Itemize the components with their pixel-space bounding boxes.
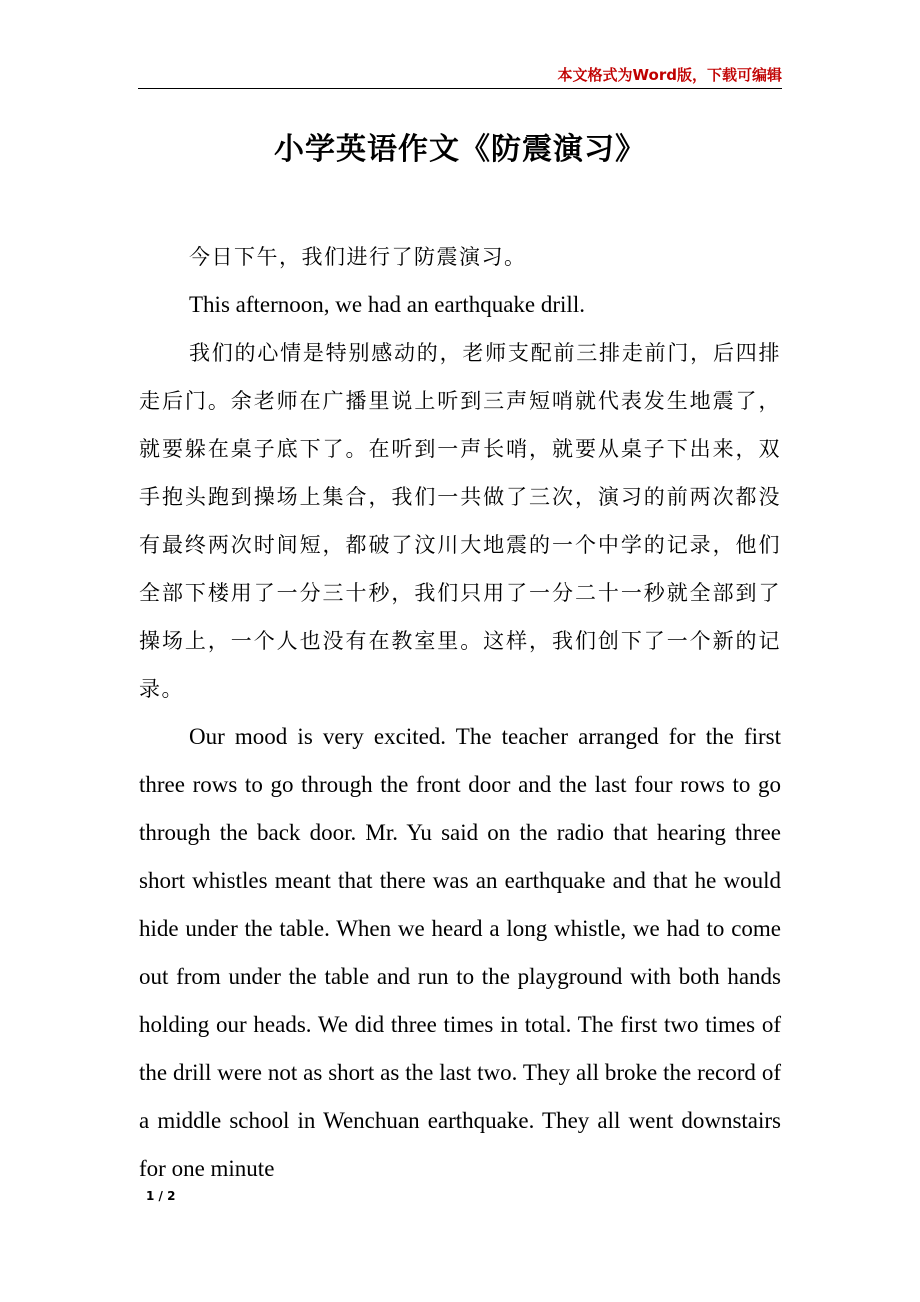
document-title: 小学英语作文《防震演习》 <box>274 132 646 167</box>
paragraph-intro-zh: 今日下午，我们进行了防震演习。 <box>189 245 527 269</box>
document-body <box>139 233 781 1193</box>
download-note: 本文格式为Word版，下载可编辑 <box>557 66 782 84</box>
paragraph-main-zh: 我们的心情是特别感动的，老师支配前三排走前门，后四排走后门。余老师在广播里说上听到三声短哨就代表发生地震了，就要躲在桌子底下了。在听到一声长哨，就要从桌子下出来，双手抱头跑到操场上集合，我们一共做了三次，演习的前两次都没有最终两次时间短，都破了汶川大地震的一个中学的记录，他们全部下楼用了一分三十秒，我们只用了一分二十一秒就全部到了操场上，一个人也没有在教室里。这样，我们创下了一个新的记录。 <box>139 341 781 701</box>
page-number: 1 / 2 <box>146 1189 176 1203</box>
paragraph-intro-en: This afternoon, we had an earthquake drill. <box>189 292 585 317</box>
header-divider <box>138 88 782 89</box>
paragraph-main-en: Our mood is very excited. The teacher arranged for the first three rows to go through the front door and the last four rows to go through the back door. Mr. Yu said on the radio that hearing three short whistles meant that there was an earthquake and that he would hide under the table. When we heard a long whistle, we had to come out from under the table and run to the playground with both hands holding our heads. We did three times in total. The first two times of the drill were not as short as the last two. They all broke the record of a middle school in Wenchuan earthquake. They all went downstairs for one minute <box>139 724 781 1181</box>
